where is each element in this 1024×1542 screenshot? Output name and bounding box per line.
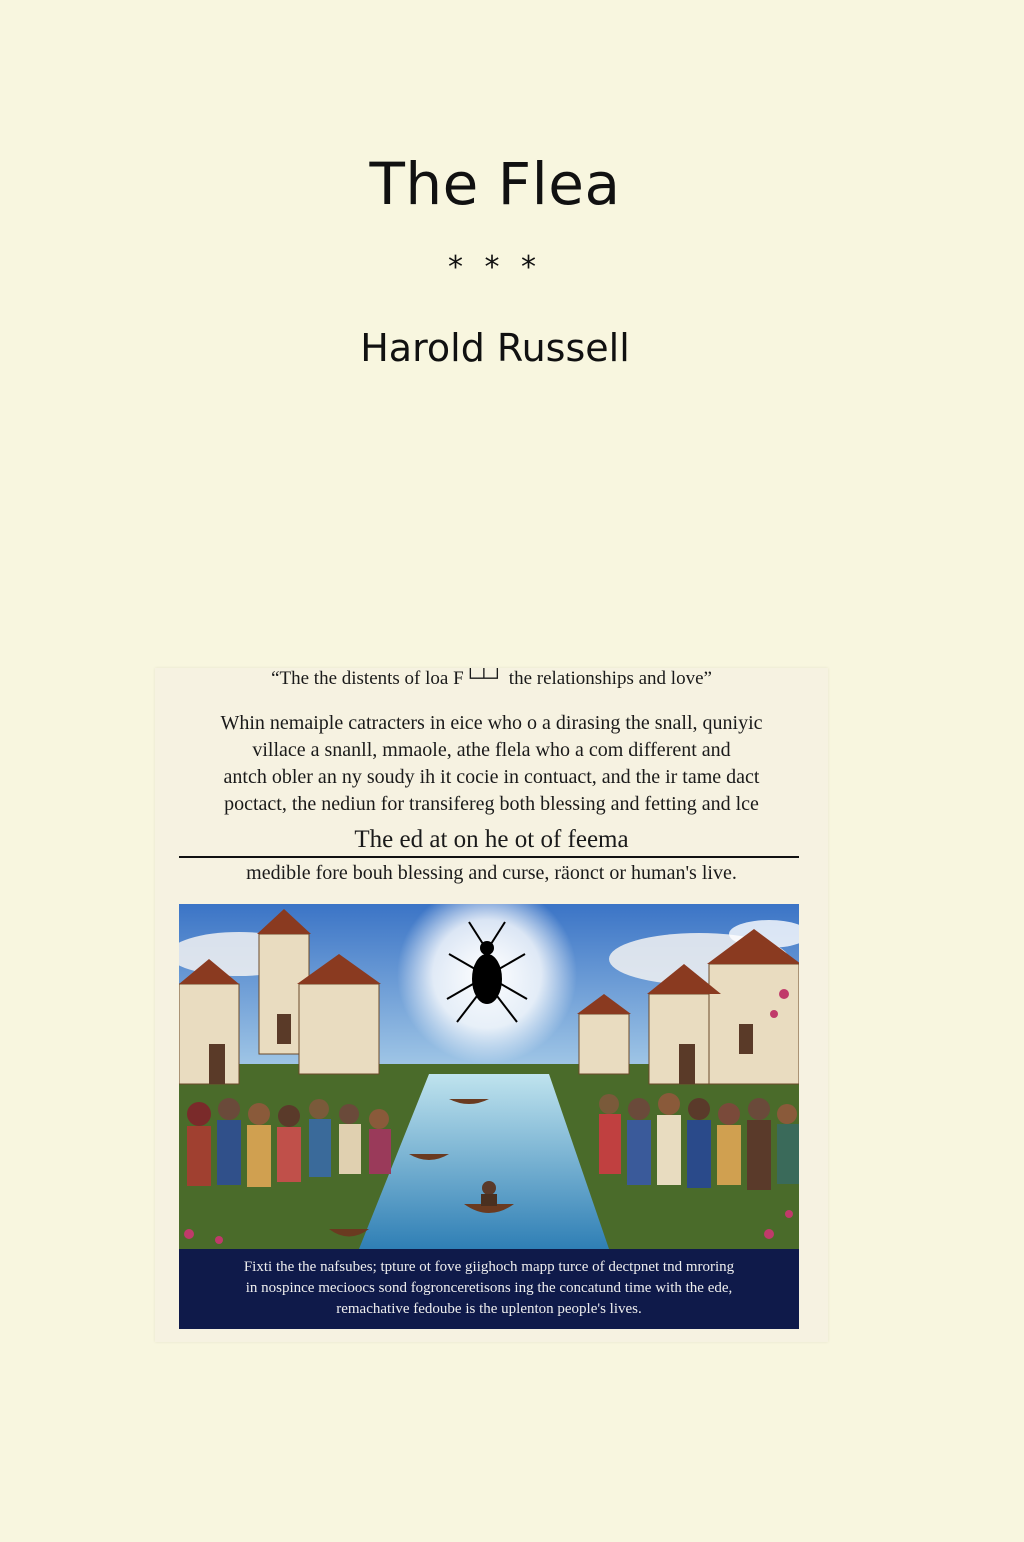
book-title: The Flea — [369, 150, 621, 218]
cover-top-line: “The the distents of loa F└┴┘ the relationships and love” — [271, 668, 712, 689]
ornament-divider: * * * — [447, 250, 543, 285]
village-scene-painting — [179, 904, 799, 1249]
cover-caption-line: remachative fedoube is the uplenton people's lives. — [336, 1301, 642, 1317]
cover-heading: The ed at on he ot of feema — [354, 826, 629, 853]
cover-caption-band — [179, 1249, 799, 1329]
cover-rule — [179, 856, 799, 858]
cover-caption-line: Fixti the the nafsubes; tpture ot fove giighoch mapp turce of dectpnet tnd mroring — [243, 1259, 735, 1275]
cover-subline: medible fore bouh blessing and curse, räonct or human's live. — [246, 862, 737, 884]
cover-paragraph-line: Whin nemaiple catracters in eice who o a dirasing the snall, quniyic — [220, 712, 763, 734]
cover-paragraph-line: villace a snanll, mmaole, athe flela who a com different and — [252, 739, 731, 761]
cover-paragraph-line: poctact, the nediun for transifereg both blessing and fetting and lce — [224, 793, 759, 815]
cover-paragraph — [165, 710, 818, 818]
cover-illustration — [155, 668, 828, 1342]
author-name: Harold Russell — [360, 326, 630, 370]
cover-paragraph-line: antch obler an ny soudy ih it cocie in contuact, and the ir tame dact — [223, 766, 760, 788]
cover-caption-line: in nospince mecioocs sond fogronceretisons ing the concatund time with the ede, — [245, 1280, 733, 1296]
